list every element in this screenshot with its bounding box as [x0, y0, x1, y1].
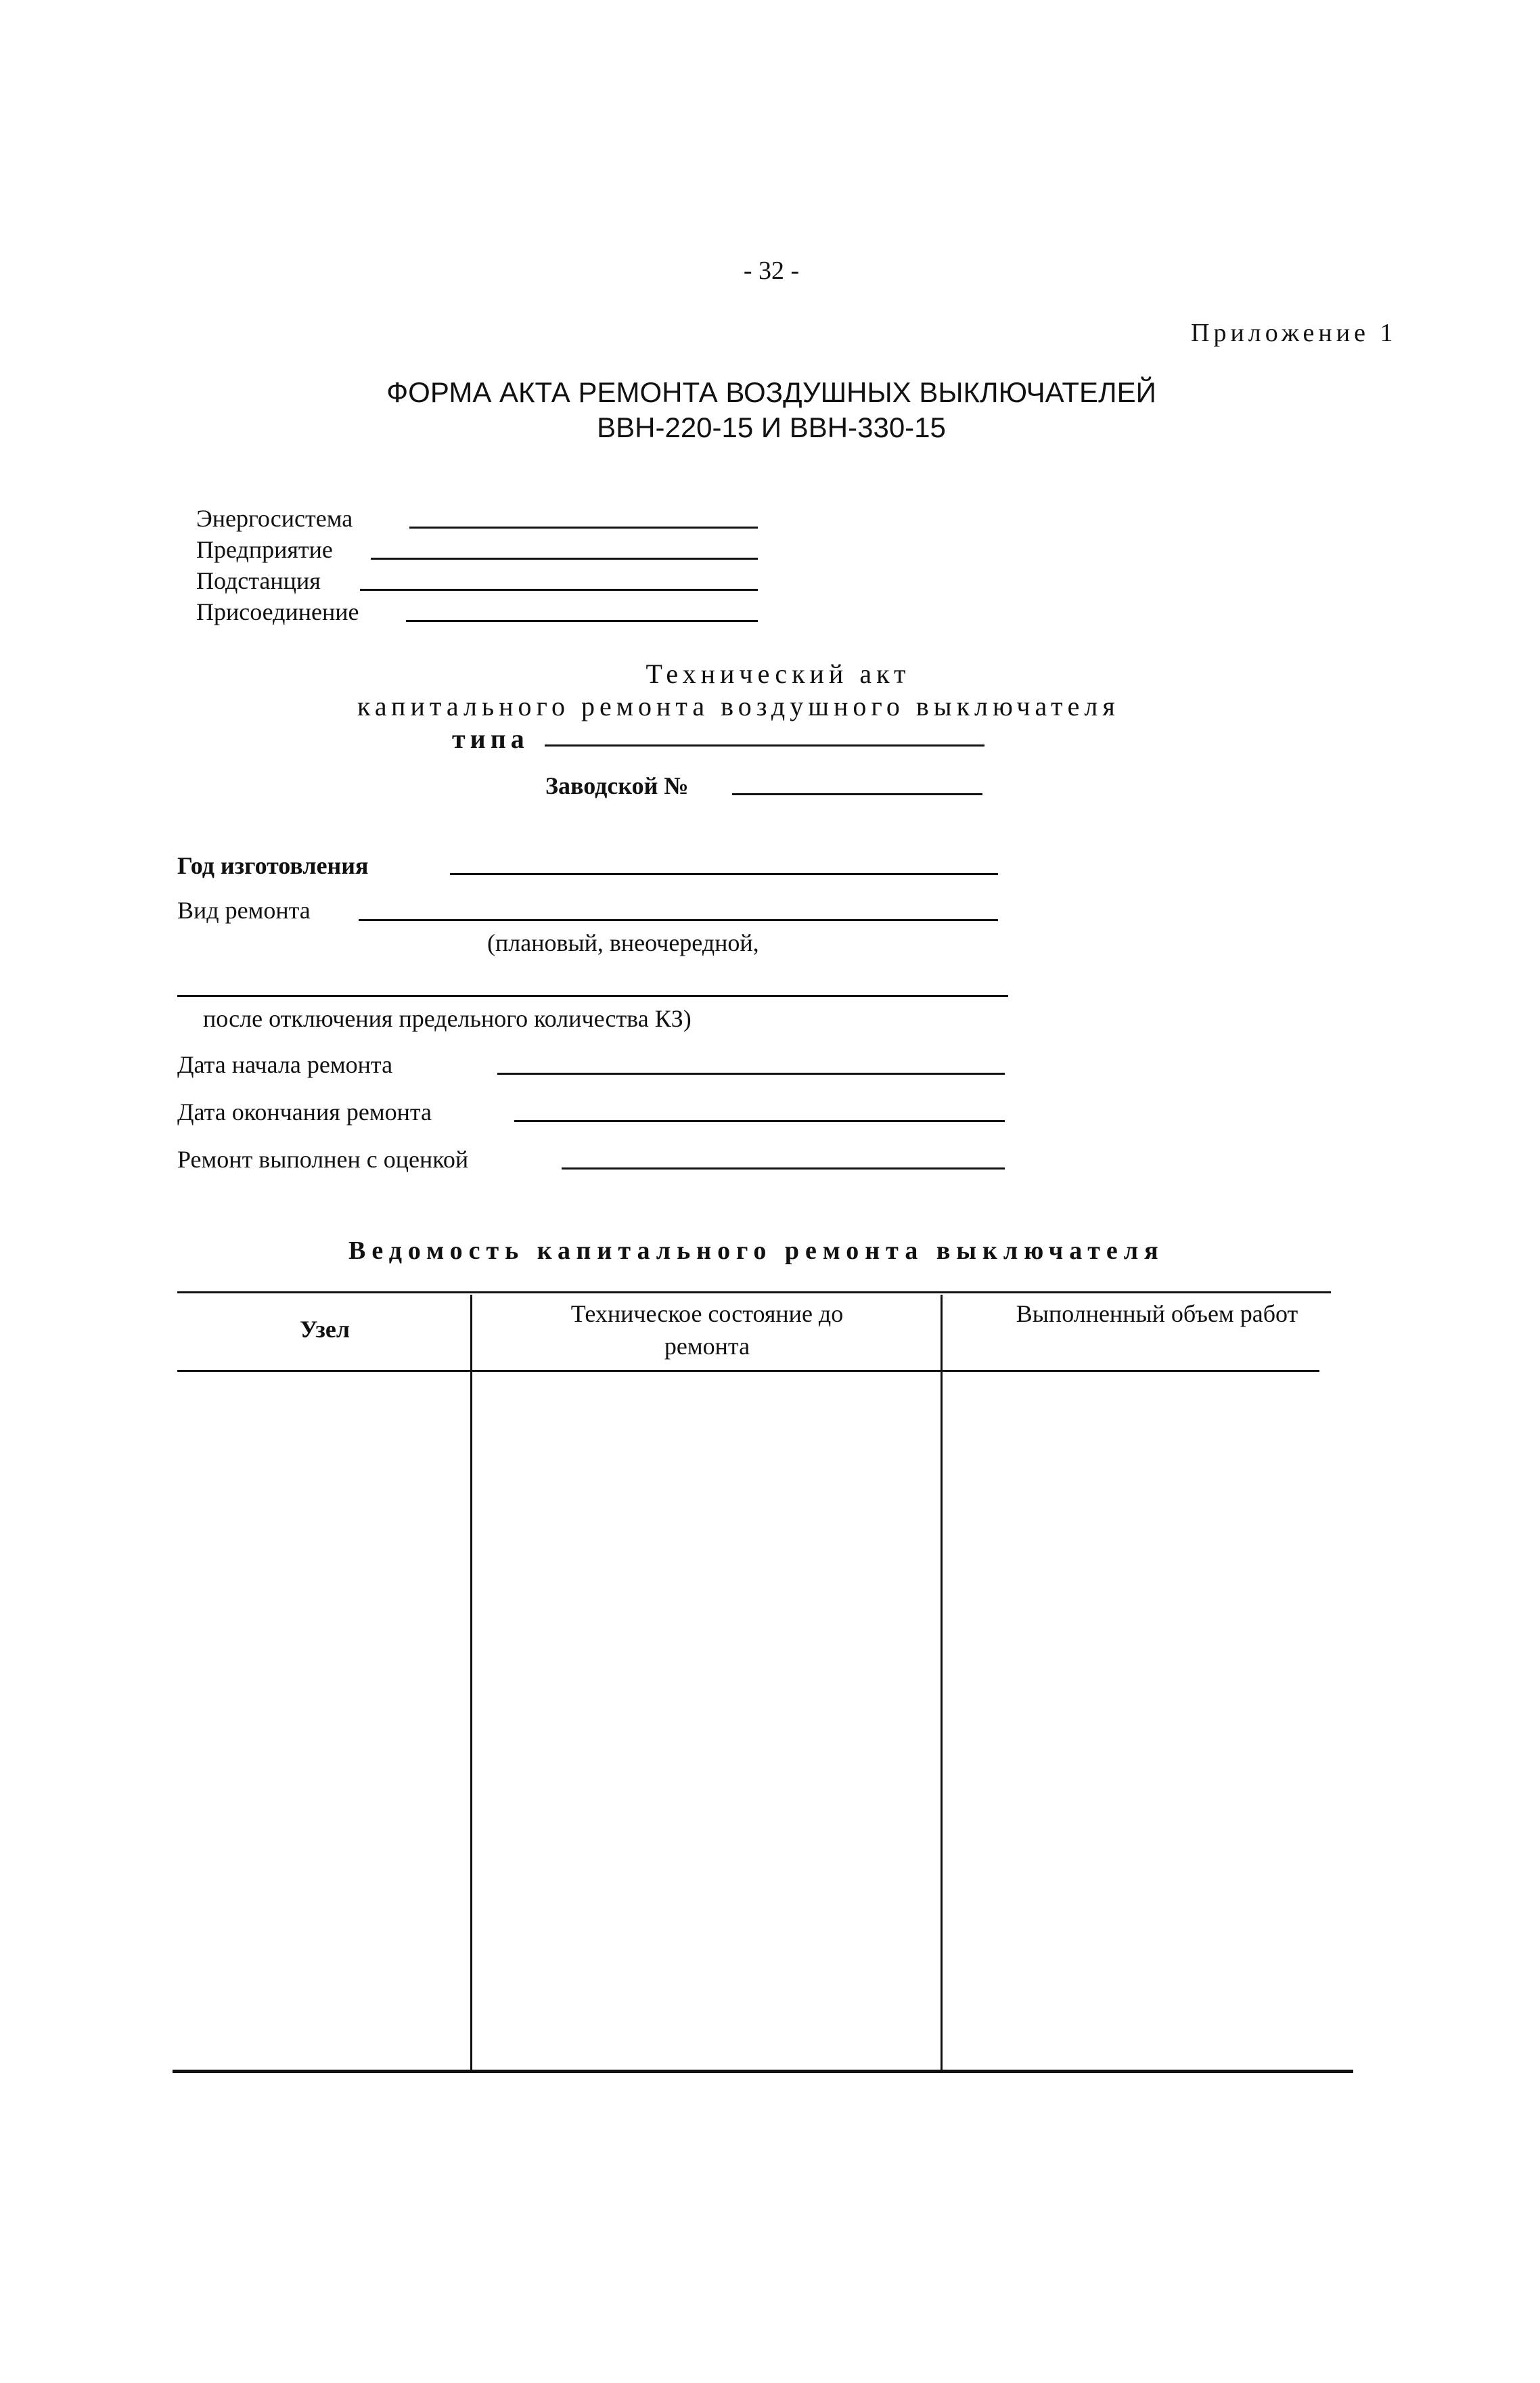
appendix-label: Приложение 1 [1191, 319, 1397, 347]
act-heading: Технический акт [646, 659, 911, 689]
year-label: Год изготовления [177, 852, 369, 879]
year-field-line[interactable] [450, 873, 998, 875]
table-col-divider-1 [470, 1295, 472, 2073]
field-line-energy-system[interactable] [409, 527, 758, 529]
table-cell-work-done[interactable] [944, 1374, 1323, 2068]
form-title-line1: ФОРМА АКТА РЕМОНТА ВОЗДУШНЫХ ВЫКЛЮЧАТЕЛЕЙ [386, 376, 1156, 408]
field-label-enterprise: Предприятие [196, 536, 333, 563]
start-date-field-line[interactable] [497, 1073, 1005, 1075]
field-line-enterprise[interactable] [371, 558, 758, 560]
field-label-energy-system: Энергосистема [196, 505, 353, 532]
form-title-line2: ВВН-220-15 И ВВН-330-15 [597, 411, 946, 443]
grade-field-line[interactable] [562, 1167, 1005, 1170]
repair-kind-field-line[interactable] [359, 919, 998, 921]
field-line-connection[interactable] [406, 620, 758, 622]
repair-kind-note-2: после отключения предельного количества КЗ) [203, 1005, 692, 1032]
table-header-condition: Техническое состояние до ремонта [570, 1300, 844, 1360]
repair-kind-extra-line[interactable] [177, 995, 1008, 997]
serial-label: Заводской № [545, 772, 689, 799]
table-top-border [177, 1291, 1331, 1293]
act-subheading: капитального ремонта воздушного выключателя [357, 691, 1120, 721]
table-title: Ведомость капитального ремонта выключателя [348, 1237, 1164, 1265]
table-col-divider-2 [941, 1295, 943, 2073]
field-line-substation[interactable] [360, 589, 758, 591]
table-header-node: Узел [299, 1316, 350, 1343]
grade-label: Ремонт выполнен с оценкой [177, 1146, 469, 1173]
repair-kind-label: Вид ремонта [177, 897, 311, 924]
serial-field-line[interactable] [732, 793, 982, 795]
start-date-label: Дата начала ремонта [177, 1051, 393, 1078]
table-cell-condition[interactable] [474, 1374, 939, 2068]
end-date-field-line[interactable] [514, 1120, 1005, 1122]
table-header-work-done: Выполненный объем работ [1016, 1300, 1298, 1327]
repair-kind-note-1: (плановый, внеочередной, [487, 929, 759, 956]
page-number: - 32 - [743, 257, 800, 285]
table-header-border [177, 1370, 1319, 1372]
field-label-connection: Присоединение [196, 598, 359, 625]
type-field-line[interactable] [545, 744, 984, 747]
table-cell-node[interactable] [179, 1374, 469, 2068]
field-label-substation: Подстанция [196, 567, 321, 594]
type-label: типа [452, 723, 529, 754]
table-bottom-border [173, 2070, 1353, 2073]
end-date-label: Дата окончания ремонта [177, 1098, 432, 1126]
